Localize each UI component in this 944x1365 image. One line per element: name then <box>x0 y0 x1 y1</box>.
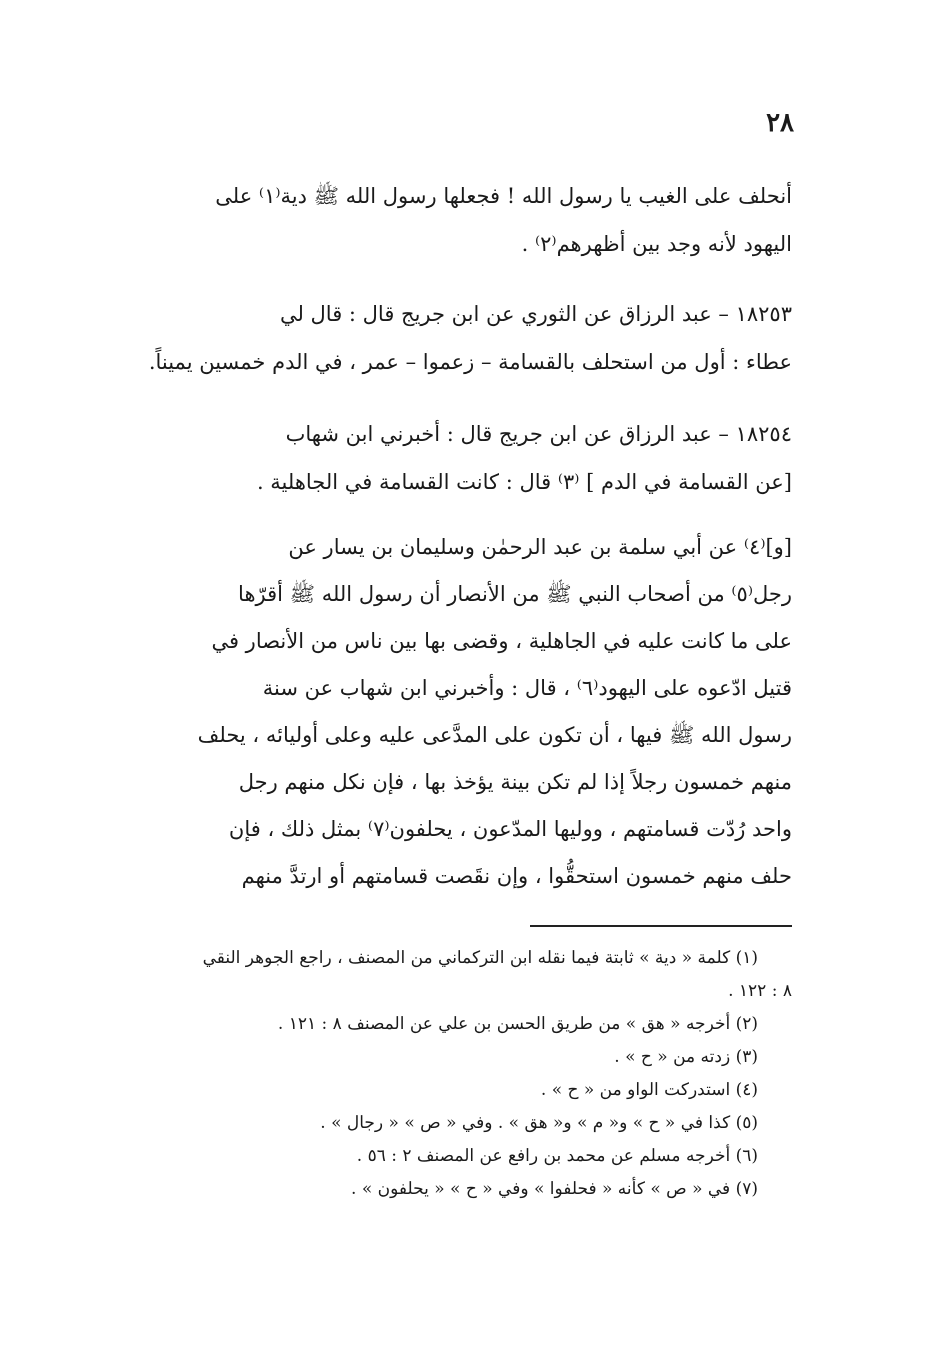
text-line: على ما كانت عليه في الجاهلية ، وقضى بها بين ناس من الأنصار في <box>211 629 792 653</box>
footnote-1-continuation: ٨ : ١٢٢ . <box>728 981 792 1001</box>
text-line: رسول الله ﷺ فيها ، أن تكون على المدَّعى عليه وعلى أوليائه ، يحلف <box>197 723 792 747</box>
footnotes <box>124 942 792 1206</box>
footnote-4: (٤) استدركت الواو من « ح » . <box>540 1080 758 1100</box>
text-line: أنحلف على الغيب يا رسول الله ! فجعلها رسول الله ﷺ دية⁽١⁾ على <box>215 184 792 208</box>
footnote-5: (٥) كذا في « ح » و« م » و« هق » . وفي « ص » « رجال » . <box>320 1113 758 1133</box>
text-line: [و]⁽٤⁾ عن أبي سلمة بن عبد الرحمٰن وسليمان بن يسار عن <box>288 535 792 559</box>
paragraph-1 <box>132 172 792 268</box>
hadith-18253 <box>132 290 792 386</box>
page-number: ٢٨ <box>766 108 794 138</box>
paragraph-4 <box>132 524 792 900</box>
text-line: رجل⁽٥⁾ من أصحاب النبي ﷺ من الأنصار أن رسول الله ﷺ أقرّها <box>238 582 792 606</box>
text-line: عطاء : أول من استحلف بالقسامة – زعموا – عمر ، في الدم خمسين يميناً. <box>148 350 792 374</box>
footnote-2: (٢) أخرجه « هق » من طريق الحسن بن علي عن المصنف ٨ : ١٢١ . <box>277 1014 758 1034</box>
text-line: واحد رُدّت قسامتهم ، ووليها المدّعون ، يحلفون⁽٧⁾ بمثل ذلك ، فإن <box>228 817 792 841</box>
footnote-divider <box>530 925 792 927</box>
text-line: قتيل ادّعوه على اليهود⁽٦⁾ ، قال : وأخبرني ابن شهاب عن سنة <box>262 676 792 700</box>
footnote-1: (١) كلمة « دية » ثابتة فيما نقله ابن التركماني من المصنف ، راجع الجوهر النقي <box>202 948 758 968</box>
text-line: ١٨٢٥٣ – عبد الرزاق عن الثوري عن ابن جريج قال : قال لي <box>279 302 792 326</box>
footnote-7: (٧) في « ص » كأنه « فحلفوا » وفي « ح » « يحلفون » . <box>351 1179 758 1199</box>
text-line: [عن القسامة في الدم ] ⁽٣⁾ قال : كانت القسامة في الجاهلية . <box>256 470 792 494</box>
text-line: منهم خمسون رجلاً إذا لم تكن بينة يؤخذ بها ، فإن نكل منهم رجل <box>238 770 792 794</box>
footnote-3: (٣) زدته من « ح » . <box>614 1047 758 1067</box>
footnote-6: (٦) أخرجه مسلم عن محمد بن رافع عن المصنف ٢ : ٥٦ . <box>356 1146 758 1166</box>
text-line: حلف منهم خمسون استحقُّوا ، وإن نقَصت قسامتهم أو ارتدَّ منهم <box>241 864 792 888</box>
hadith-18254 <box>132 410 792 506</box>
text-line: اليهود لأنه وجد بين أظهرهم⁽٢⁾ . <box>521 232 792 256</box>
text-line: ١٨٢٥٤ – عبد الرزاق عن ابن جريج قال : أخبرني ابن شهاب <box>285 422 792 446</box>
